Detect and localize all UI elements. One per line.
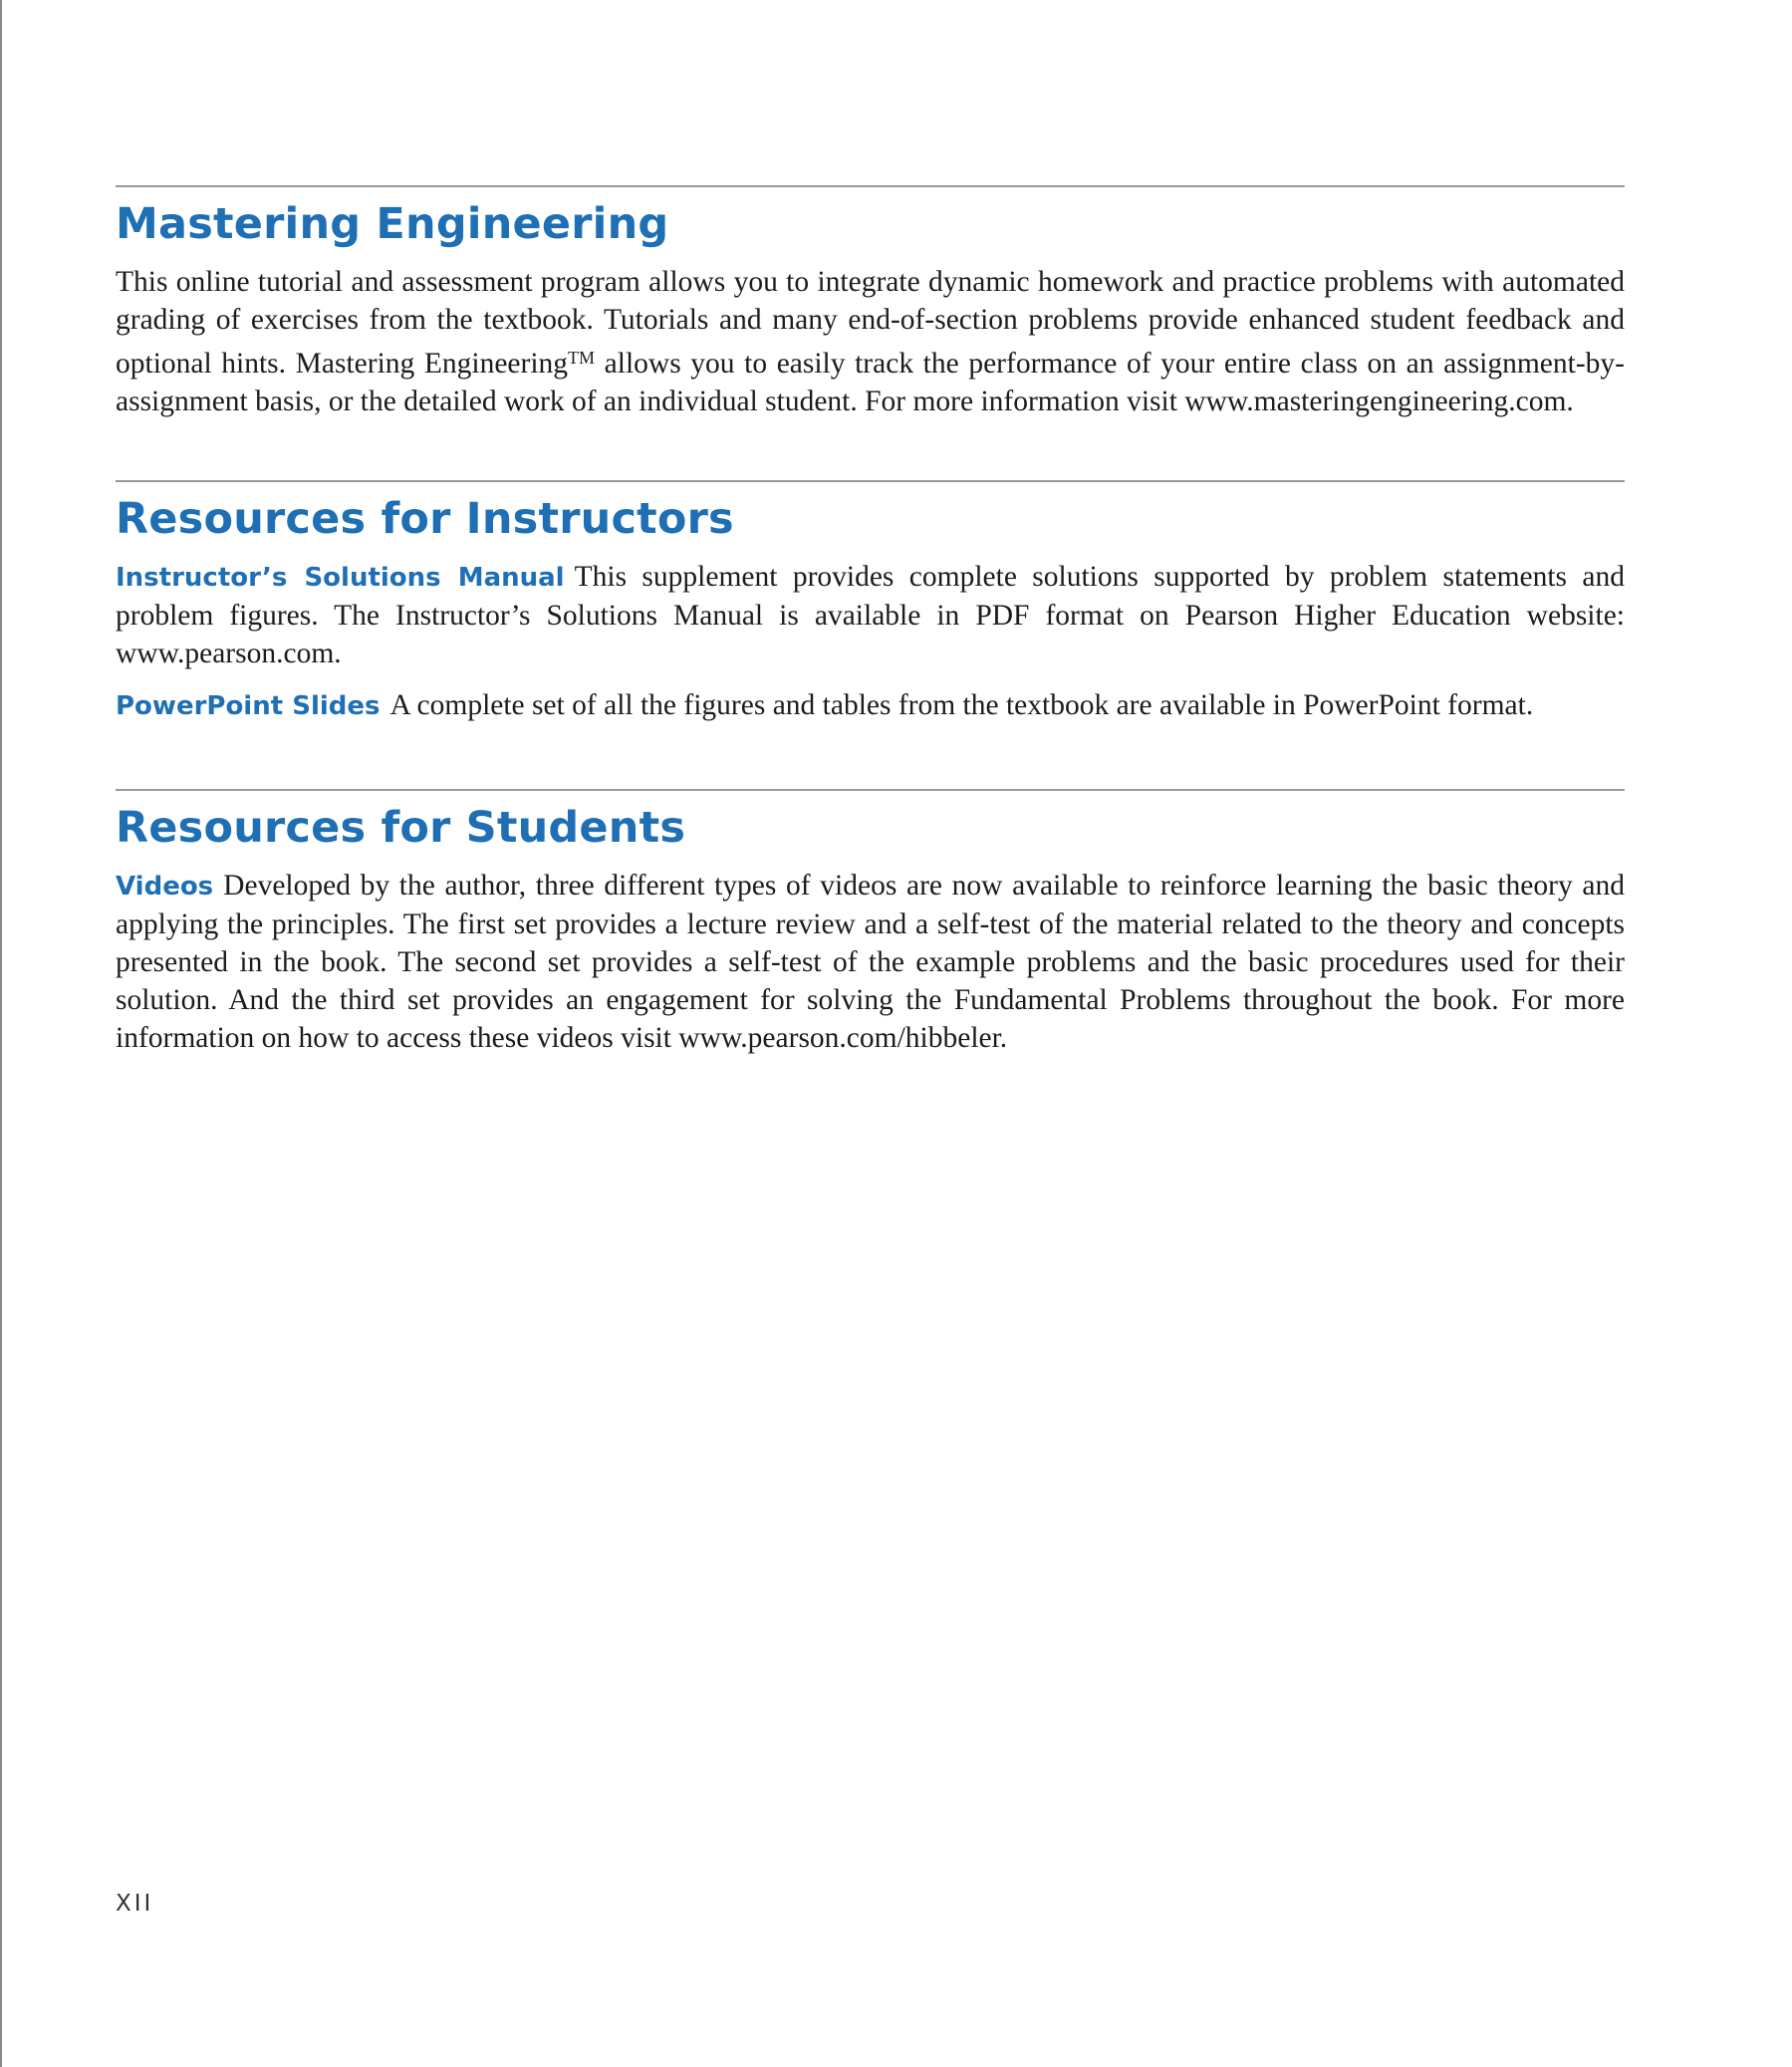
trademark-symbol: TM [568,348,596,368]
section-title: Mastering Engineering [116,199,669,249]
section-divider [116,185,1625,187]
section-mastering-engineering [116,185,1625,420]
section-resources-for-instructors [116,480,1625,725]
section-paragraph [116,263,1625,420]
solutions-manual-label: Instructor’s Solutions Manual [116,563,565,593]
section-title: Resources for Instructors [116,494,734,544]
section-title: Resources for Students [116,803,686,853]
solutions-manual-paragraph [116,558,1625,672]
powerpoint-slides-label: PowerPoint Slides [116,691,381,721]
videos-paragraph [116,867,1625,1057]
videos-label: Videos [116,872,214,902]
section-divider [116,789,1625,791]
page-number: XII [116,1891,154,1917]
paragraph-text: Developed by the author, three different types of videos are now available to reinforce learning the basic theory and applying the principles. The first set provides a lecture review and a self-test of the material related to the theory and concepts presented in the book. The second set provides a self-test of the example problems and the basic procedures used for their solution. And the third set provides an engagement for solving the Fundamental Problems throughout the book. For more information on how to access these videos visit www.pearson.com/hibbeler. [116,870,1625,1054]
section-divider [116,480,1625,482]
paragraph-text: This supplement provides complete solutions supported by problem statements and problem figures. The Instructor’s Solutions Manual is available in PDF format on Pearson Higher Education website: www.pearson.com. [116,561,1626,669]
paragraph-text: This online tutorial and assessment program allows you to integrate dynamic homework and practice problems with automated grading of exercises from the textbook. Tutorials and many end-of-section problems provide enhanced student feedback and optional hints. Mastering Engineering [116,266,1625,380]
paragraph-text: A complete set of all the figures and tables from the textbook are available in PowerPoint format. [389,689,1534,721]
section-resources-for-students [116,789,1625,1057]
page-content [116,185,1625,1057]
powerpoint-slides-paragraph [116,686,1625,725]
paragraph-text: allows you to easily track the performance of your entire class on an assignment-by-assignment basis, or the detailed work of an individual student. For more information visit www.masteringengineering.com. [116,348,1625,417]
